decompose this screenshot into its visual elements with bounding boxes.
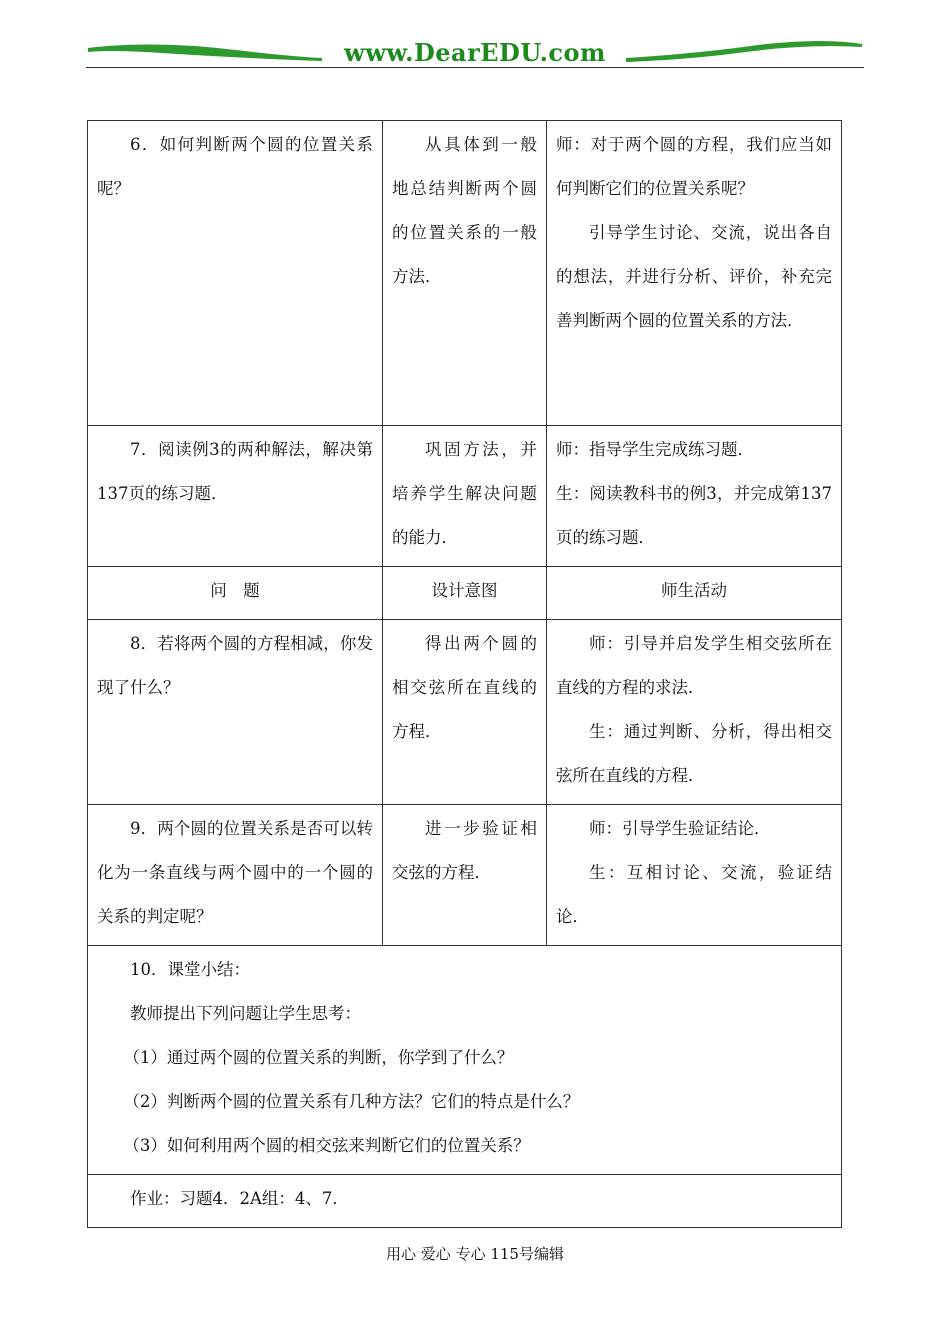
header-rule: [86, 67, 864, 68]
table-header-row: [88, 567, 842, 620]
activity-text: 生：阅读教科书的例3，并完成第137页的练习题．: [556, 484, 832, 547]
activity-text: 生：互相讨论、交流，验证结论．: [556, 863, 832, 926]
question-cell: [88, 121, 383, 426]
question-cell: [88, 426, 383, 567]
intent-text: 巩固方法，并培养学生解决问题的能力．: [392, 440, 537, 547]
summary-cell: [88, 946, 842, 1175]
summary-row: [88, 946, 842, 1175]
question-cell: [88, 620, 383, 805]
summary-intro: 教师提出下列问题让学生思考：: [130, 1004, 361, 1023]
question-cell: [88, 805, 383, 946]
intent-cell: [383, 121, 547, 426]
activity-text: 师：引导并启发学生相交弦所在直线的方程的求法．: [556, 634, 832, 697]
summary-title: 10．课堂小结：: [130, 960, 250, 979]
summary-item: （2）判断两个圆的位置关系有几种方法？它们的特点是什么？: [123, 1092, 580, 1111]
question-text: 6．如何判断两个圆的位置关系呢？: [97, 135, 373, 198]
activity-text: 师：指导学生完成练习题．: [556, 440, 754, 459]
homework-row: [88, 1175, 842, 1228]
column-header-question: 问 题: [88, 567, 383, 620]
activity-text: 生：通过判断、分析，得出相交弦所在直线的方程．: [556, 722, 832, 785]
column-header-intent: 设计意图: [383, 567, 547, 620]
activity-text: 师：对于两个圆的方程，我们应当如何判断它们的位置关系呢？: [556, 135, 832, 198]
table-row: [88, 620, 842, 805]
intent-cell: [383, 805, 547, 946]
activity-cell: [547, 620, 842, 805]
activity-cell: [547, 121, 842, 426]
table-row: [88, 805, 842, 946]
intent-cell: [383, 426, 547, 567]
intent-cell: [383, 620, 547, 805]
column-header-activity: 师生活动: [547, 567, 842, 620]
question-text: 8．若将两个圆的方程相减，你发现了什么？: [97, 634, 373, 697]
summary-item: （1）通过两个圆的位置关系的判断，你学到了什么？: [123, 1048, 514, 1067]
site-logo: www.DearEDU.com: [344, 38, 606, 67]
table-row: [88, 426, 842, 567]
question-text: 7．阅读例3的两种解法，解决第137页的练习题．: [97, 440, 373, 503]
activity-text: 引导学生讨论、交流，说出各自的想法，并进行分析、评价，补充完善判断两个圆的位置关系的方法．: [556, 223, 832, 330]
page-header: [86, 36, 864, 70]
page-footer: 用心 爱心 专心 115号编辑: [386, 1245, 564, 1263]
activity-cell: [547, 805, 842, 946]
table-row: [88, 121, 842, 426]
intent-text: 得出两个圆的相交弦所在直线的方程．: [392, 634, 537, 741]
homework-cell: [88, 1175, 842, 1228]
intent-text: 进一步验证相交弦的方程．: [392, 819, 537, 882]
lesson-plan-table: [87, 120, 842, 1228]
summary-item: （3）如何利用两个圆的相交弦来判断它们的位置关系？: [123, 1136, 530, 1155]
activity-cell: [547, 426, 842, 567]
intent-text: 从具体到一般地总结判断两个圆的位置关系的一般方法．: [392, 135, 537, 286]
activity-text: 师：引导学生验证结论．: [589, 819, 771, 838]
question-text: 9．两个圆的位置关系是否可以转化为一条直线与两个圆中的一个圆的关系的判定呢？: [97, 819, 373, 926]
homework-text: 作业：习题4．2A组：4、7．: [130, 1189, 349, 1208]
